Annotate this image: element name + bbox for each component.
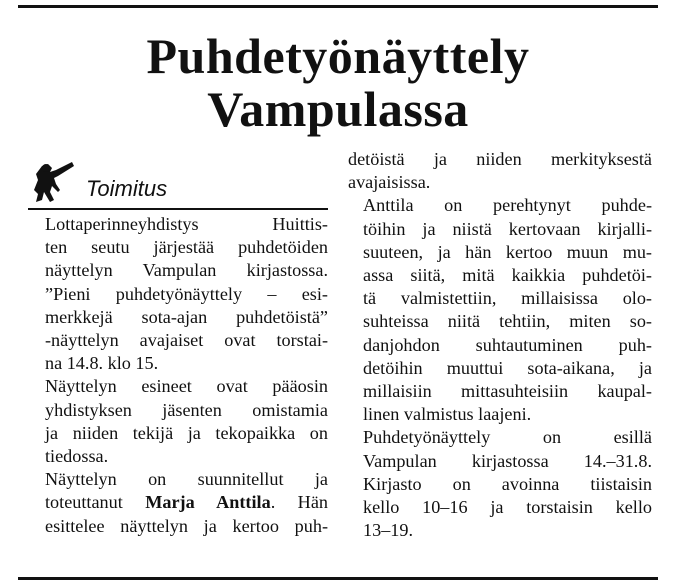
text-line: yhdistyksen jäsenten omistamia: [45, 399, 328, 420]
text-line: tä valmistettiin, millaisissa olo-: [363, 288, 652, 309]
text-line: linen valmistus laajeni.: [363, 404, 532, 425]
byline: [28, 160, 328, 204]
text-line: Vampulan kirjastossa 14.–31.8.: [363, 450, 652, 471]
text-line: Näyttelyn esineet ovat pääosin: [45, 376, 328, 397]
text-line: ja niiden tekijä ja tekopaikka on: [45, 422, 328, 443]
text-line: töihin ja niistä kertovaan kirjalli-: [363, 218, 652, 239]
text-line: Puhdetyönäyttely on esillä: [363, 427, 652, 448]
designer-name: Marja Anttila: [145, 492, 271, 513]
text-line: esittelee näyttelyn ja kertoo puh-: [45, 515, 328, 536]
byline-author: Toimitus: [86, 176, 168, 201]
text-line: näyttelyn Vampulan kirjastossa.: [45, 260, 328, 281]
paragraph-1: [30, 213, 328, 375]
text-line: suhteissa niitä tehtiin, miten so-: [363, 311, 652, 332]
text-line: Näyttelyn on suunnitellut ja: [45, 469, 328, 490]
trumpeter-icon: [28, 160, 78, 204]
article-column-right: [348, 148, 652, 542]
text-fragment: . Hän: [270, 492, 328, 513]
text-line: suuteen, ja hän kertoo muun mu-: [363, 241, 652, 262]
text-line: 13–19.: [363, 520, 414, 541]
text-line: merkkejä sota-ajan puhdetöistä”: [45, 306, 328, 327]
text-line: ten seutu järjestää puhdetöiden: [45, 237, 328, 258]
paragraph-3: [30, 468, 328, 538]
byline-rule: [28, 208, 328, 210]
text-line: Anttila on perehtynyt puhde-: [363, 195, 652, 216]
top-rule: [18, 5, 658, 8]
bottom-rule: [18, 577, 658, 580]
paragraph-3-continued: [348, 148, 652, 194]
article-column-left: [30, 213, 328, 538]
text-line: ”Pieni puhdetyönäyttely – esi-: [45, 283, 328, 304]
paragraph-2: [30, 375, 328, 468]
headline-line-2: Vampulassa: [207, 81, 469, 137]
paragraph-5: [348, 426, 652, 542]
text-fragment: toteuttanut: [45, 492, 146, 513]
text-line: detöihin muuttui sota-aikana, ja: [363, 357, 652, 378]
text-line: [30, 491, 328, 514]
text-line: danjohdon suhtautuminen puh-: [363, 334, 652, 355]
text-line: detöistä ja niiden merkityksestä: [348, 149, 652, 169]
article-headline: [18, 30, 658, 136]
text-line: millaisiin mittasuhteisiin kaupal-: [363, 381, 652, 402]
text-line: assa siitä, mitä kaikkia puhdetöi-: [363, 265, 652, 286]
text-line: tiedossa.: [45, 446, 109, 467]
text-line: Lottaperinneyhdistys Huittis-: [45, 214, 328, 234]
text-line: avajaisissa.: [348, 172, 431, 193]
headline-line-1: Puhdetyönäyttely: [146, 28, 530, 84]
text-line: na 14.8. klo 15.: [45, 353, 159, 374]
text-line: -näyttelyn avajaiset ovat torstai-: [45, 330, 328, 351]
text-line: kello 10–16 ja torstaisin kello: [363, 497, 652, 518]
text-line: Kirjasto on avoinna tiistaisin: [363, 473, 652, 494]
paragraph-4: [348, 194, 652, 426]
